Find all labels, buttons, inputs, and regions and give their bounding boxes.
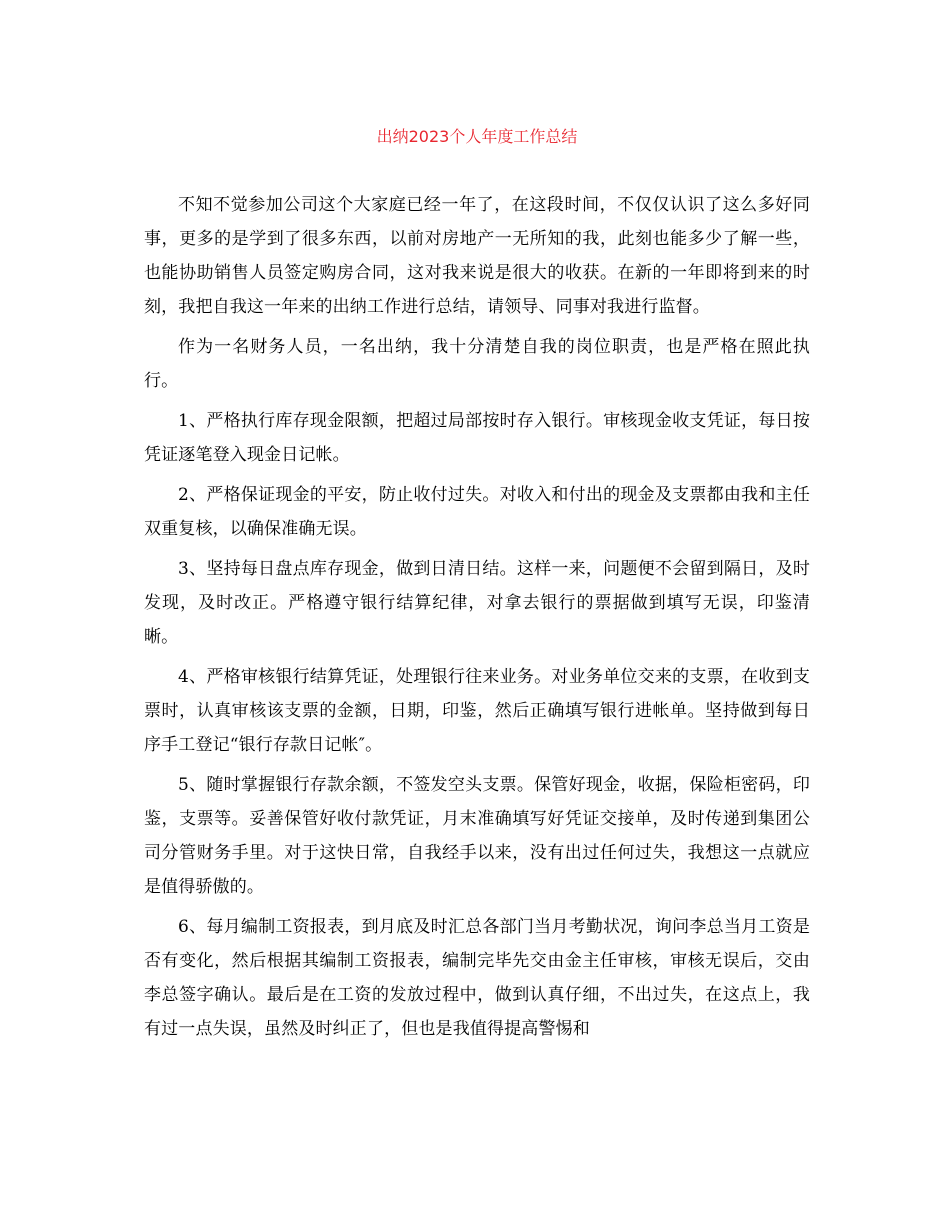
paragraph-intro: 不知不觉参加公司这个大家庭已经一年了，在这段时间，不仅仅认识了这么多好同事，更多的是学到了很多东西，以前对房地产一无所知的我，此刻也能多少了解一些，也能协助销售人员签定购房合同，这对我来说是很大的收获。在新的一年即将到来的时刻，我把自我这一年来的出纳工作进行总结，请领导、同事对我进行监督。 xyxy=(144,195,810,317)
document-body xyxy=(144,188,810,1046)
paragraph-item-5: 5、随时掌握银行存款余额，不签发空头支票。保管好现金，收据，保险柜密码，印鉴，支票等。妥善保管好收付款凭证，月末准确填写好凭证交接单，及时传递到集团公司分管财务手里。对于这快日常，自我经手以来，没有出过任何过失，我想这一点就应是值得骄傲的。 xyxy=(144,775,810,897)
document-title: 出纳2023个人年度工作总结 xyxy=(376,127,578,146)
paragraph-role: 作为一名财务人员，一名出纳，我十分清楚自我的岗位职责，也是严格在照此执行。 xyxy=(144,337,810,391)
paragraph-item-2: 2、严格保证现金的平安，防止收付过失。对收入和付出的现金及支票都由我和主任双重复核，以确保准确无误。 xyxy=(144,485,810,539)
paragraph-item-3: 3、坚持每日盘点库存现金，做到日清日结。这样一来，问题便不会留到隔日，及时发现，及时改正。严格遵守银行结算纪律，对拿去银行的票据做到填写无误，印鉴清晰。 xyxy=(144,559,810,647)
paragraph-item-4: 4、严格审核银行结算凭证，处理银行往来业务。对业务单位交来的支票，在收到支票时，认真审核该支票的金额，日期，印鉴，然后正确填写银行进帐单。坚持做到每日序手工登记“银行存款日记帐″。 xyxy=(144,667,810,755)
paragraph-item-1: 1、严格执行库存现金限额，把超过局部按时存入银行。审核现金收支凭证，每日按凭证逐笔登入现金日记帐。 xyxy=(144,411,810,465)
paragraph-item-6: 6、每月编制工资报表，到月底及时汇总各部门当月考勤状况，询问李总当月工资是否有变化，然后根据其编制工资报表，编制完毕先交由金主任审核，审核无误后，交由李总签字确认。最后是在工资的发放过程中，做到认真仔细，不出过失，在这点上，我有过一点失误，虽然及时纠正了，但也是我值得提高警惕和 xyxy=(144,917,810,1039)
